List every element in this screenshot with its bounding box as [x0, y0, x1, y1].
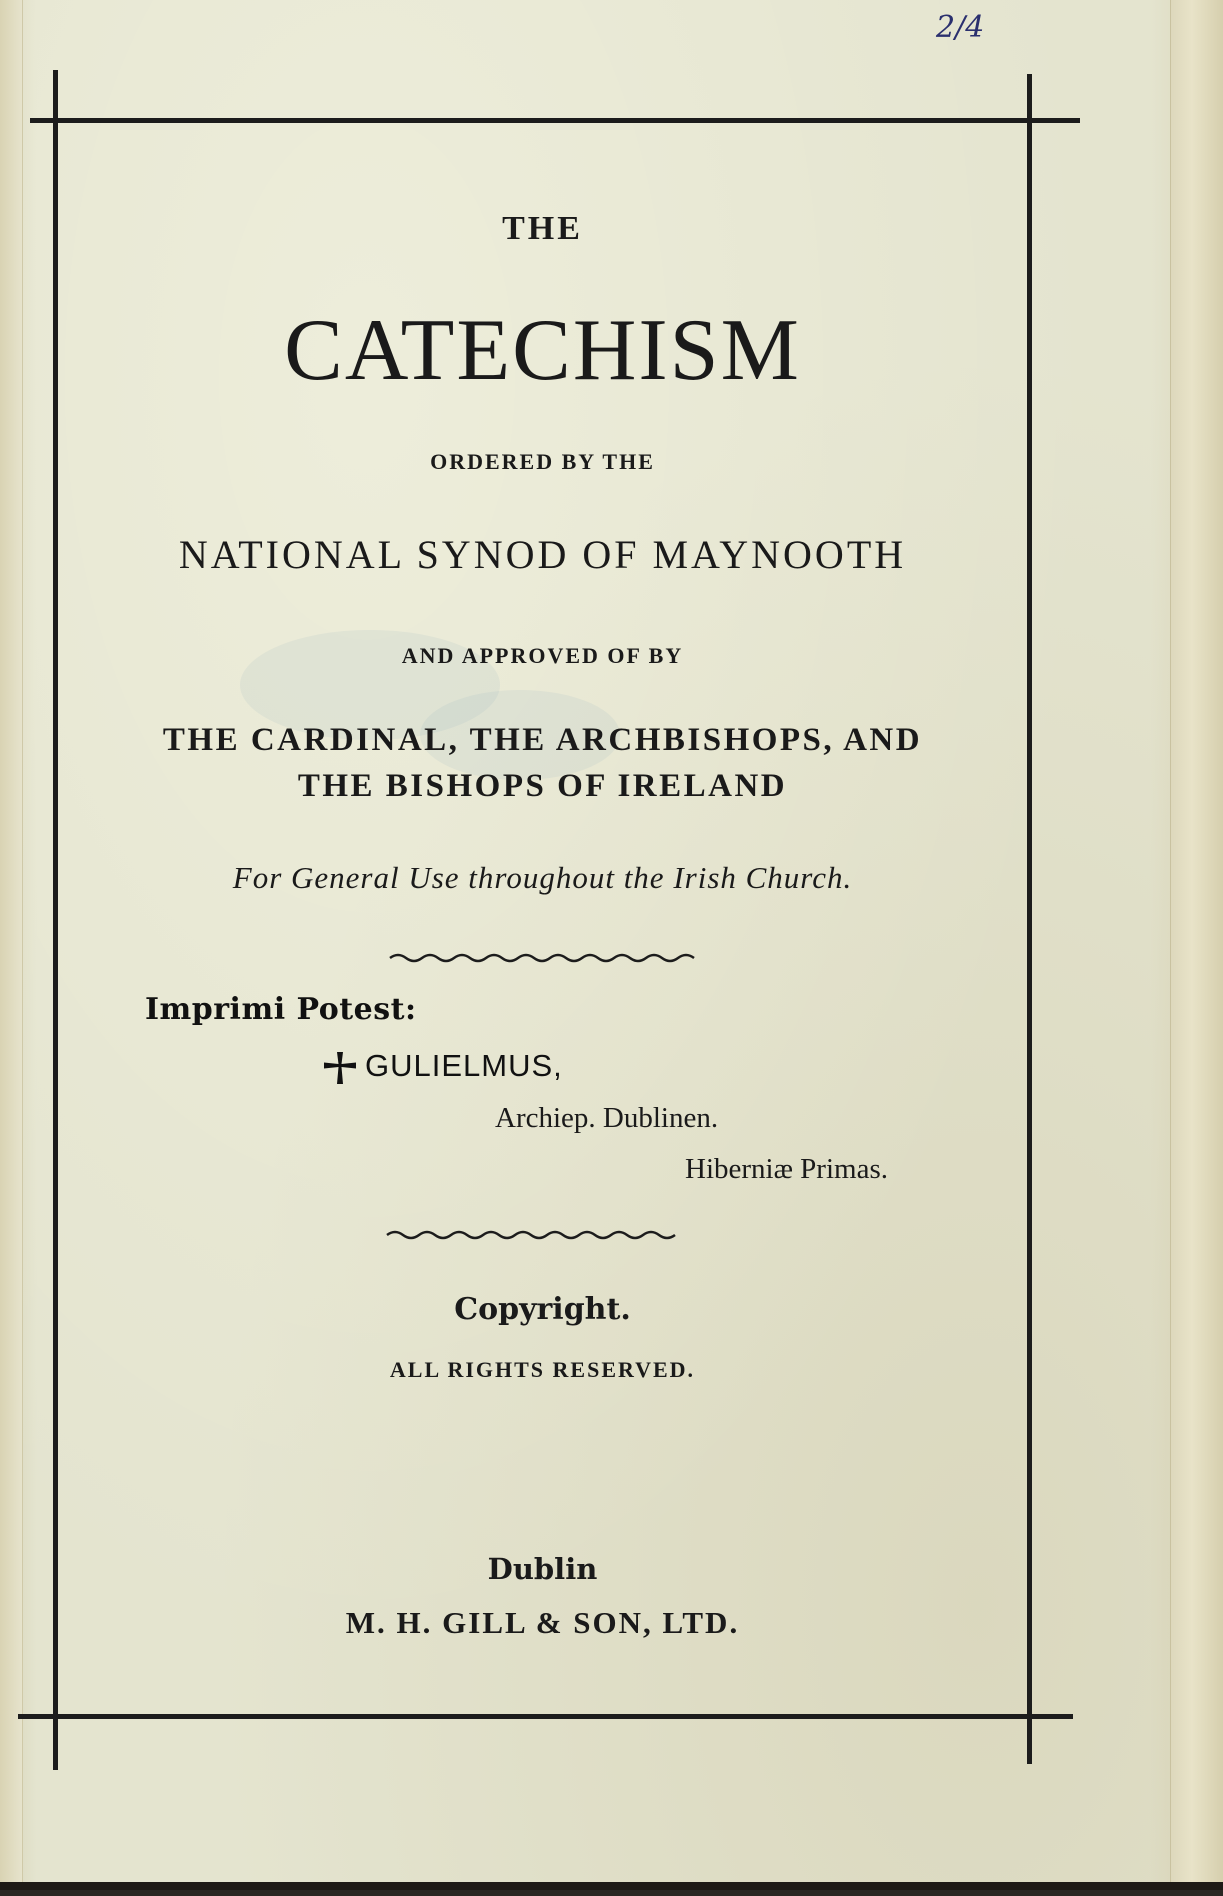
rights-reserved-line: ALL RIGHTS RESERVED. — [389, 1357, 696, 1382]
signatory-title-1: Archiep. Dublinen. — [495, 1102, 719, 1134]
right-page-edges — [1170, 0, 1223, 1890]
publisher-city: Dublin — [487, 1552, 598, 1586]
signatory-title-2: Hiberniæ Primas. — [685, 1153, 888, 1185]
wavy-divider — [385, 1227, 685, 1243]
title-article: THE — [502, 210, 583, 247]
border-rule-left — [53, 70, 58, 1770]
signatory-name: GULIELMUS, — [365, 1048, 563, 1083]
wavy-divider — [388, 950, 698, 966]
page-title: CATECHISM — [284, 302, 801, 399]
imprimi-potest-label: Imprimi Potest: — [145, 992, 417, 1027]
left-edge — [0, 0, 23, 1890]
authorities-line-2: THE BISHOPS OF IRELAND — [297, 768, 788, 804]
border-rule-right — [1027, 74, 1032, 1764]
ordered-by-line: ORDERED BY THE — [430, 449, 655, 474]
border-rule-bottom — [18, 1714, 1073, 1719]
cross-icon — [320, 1048, 360, 1088]
publisher-name: M. H. GILL & SON, LTD. — [345, 1605, 740, 1640]
general-use-line: For General Use throughout the Irish Church. — [232, 860, 853, 895]
synod-line: NATIONAL SYNOD OF MAYNOOTH — [178, 532, 907, 577]
authorities-line-1: THE CARDINAL, THE ARCHBISHOPS, AND — [162, 722, 923, 758]
approved-by-line: AND APPROVED OF BY — [401, 643, 684, 668]
bottom-edge — [0, 1882, 1223, 1890]
pencil-annotation: 2/4 — [936, 10, 985, 45]
border-rule-top — [30, 118, 1080, 123]
copyright-label: Copyright. — [454, 1292, 631, 1327]
